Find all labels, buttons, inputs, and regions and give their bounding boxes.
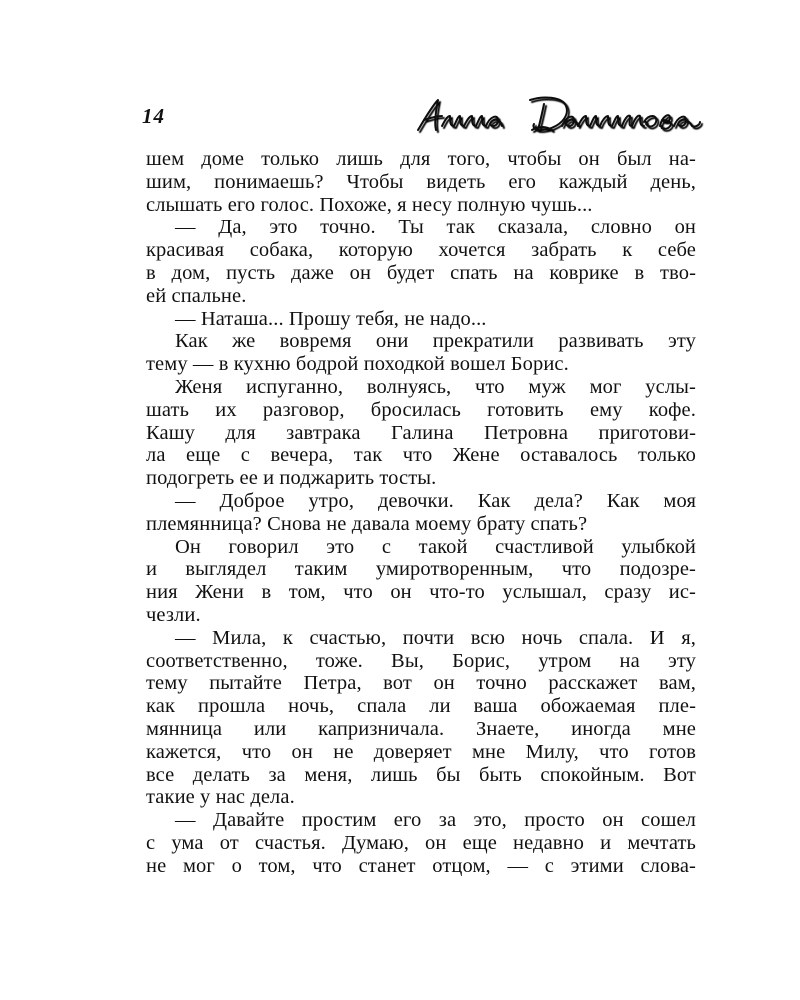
text-line: в дом, пусть даже он будет спать на коврике в тво- <box>146 261 696 284</box>
text-line: Кашу для завтрака Галина Петровна приготови- <box>146 421 696 444</box>
text-line: все делать за меня, лишь бы быть спокойным. Вот <box>146 763 696 786</box>
text-line: слышать его голос. Похоже, я несу полную чушь... <box>146 193 593 216</box>
text-line: ла еще с вечера, так что Жене оставалось только <box>146 444 696 467</box>
text-line: тему пытайте Петра, вот он точно расскажет вам, <box>146 672 696 695</box>
text-line: Женя испуганно, волнуясь, что муж мог услы- <box>175 375 696 398</box>
text-line: кажется, что он не доверяет мне Милу, что готов <box>146 740 696 763</box>
body-text <box>146 148 696 878</box>
text-line: с ума от счастья. Думаю, он еще недавно и мечтать <box>146 831 696 854</box>
text-line: красивая собака, которую хочется забрать к себе <box>146 239 696 262</box>
text-line: такие у нас дела. <box>146 786 295 809</box>
text-line: мянница или капризничала. Знаете, иногда мне <box>146 717 696 740</box>
text-line: чезли. <box>146 603 201 626</box>
text-line: ния Жени в том, что он что-то услышал, сразу ис- <box>146 581 696 604</box>
author-signature <box>412 92 704 140</box>
text-line: шим, понимаешь? Чтобы видеть его каждый день, <box>146 170 696 193</box>
text-line: шем доме только лишь для того, чтобы он был на- <box>146 148 696 170</box>
text-line: Как же вовремя они прекратили развивать эту <box>175 330 696 353</box>
author-running-head <box>412 92 704 140</box>
text-line: племянница? Снова не давала моему брату спать? <box>146 512 588 535</box>
text-line: ей спальне. <box>146 284 247 307</box>
text-line: тему — в кухню бодрой походкой вошел Борис. <box>146 353 569 376</box>
text-line: соответственно, тоже. Вы, Борис, утром на эту <box>146 649 696 672</box>
text-line: — Да, это точно. Ты так сказала, словно он <box>175 216 696 239</box>
page-number: 14 <box>142 104 165 128</box>
text-line: — Доброе утро, девочки. Как дела? Как моя <box>175 489 696 512</box>
text-line: не мог о том, что станет отцом, — с этими слова- <box>146 854 696 877</box>
text-line: — Давайте простим его за это, просто он сошел <box>175 809 696 832</box>
text-line: — Наташа... Прошу тебя, не надо... <box>175 307 487 330</box>
text-line: — Мила, к счастью, почти всю ночь спала. И я, <box>175 626 696 649</box>
text-line: и выглядел таким умиротворенным, что подозре- <box>146 558 696 581</box>
text-line: как прошла ночь, спала ли ваша обожаемая пле- <box>146 695 696 718</box>
text-line: шать их разговор, бросилась готовить ему кофе. <box>146 398 696 421</box>
text-line: Он говорил это с такой счастливой улыбкой <box>175 535 696 558</box>
text-line: подогреть ее и поджарить тосты. <box>146 467 437 490</box>
